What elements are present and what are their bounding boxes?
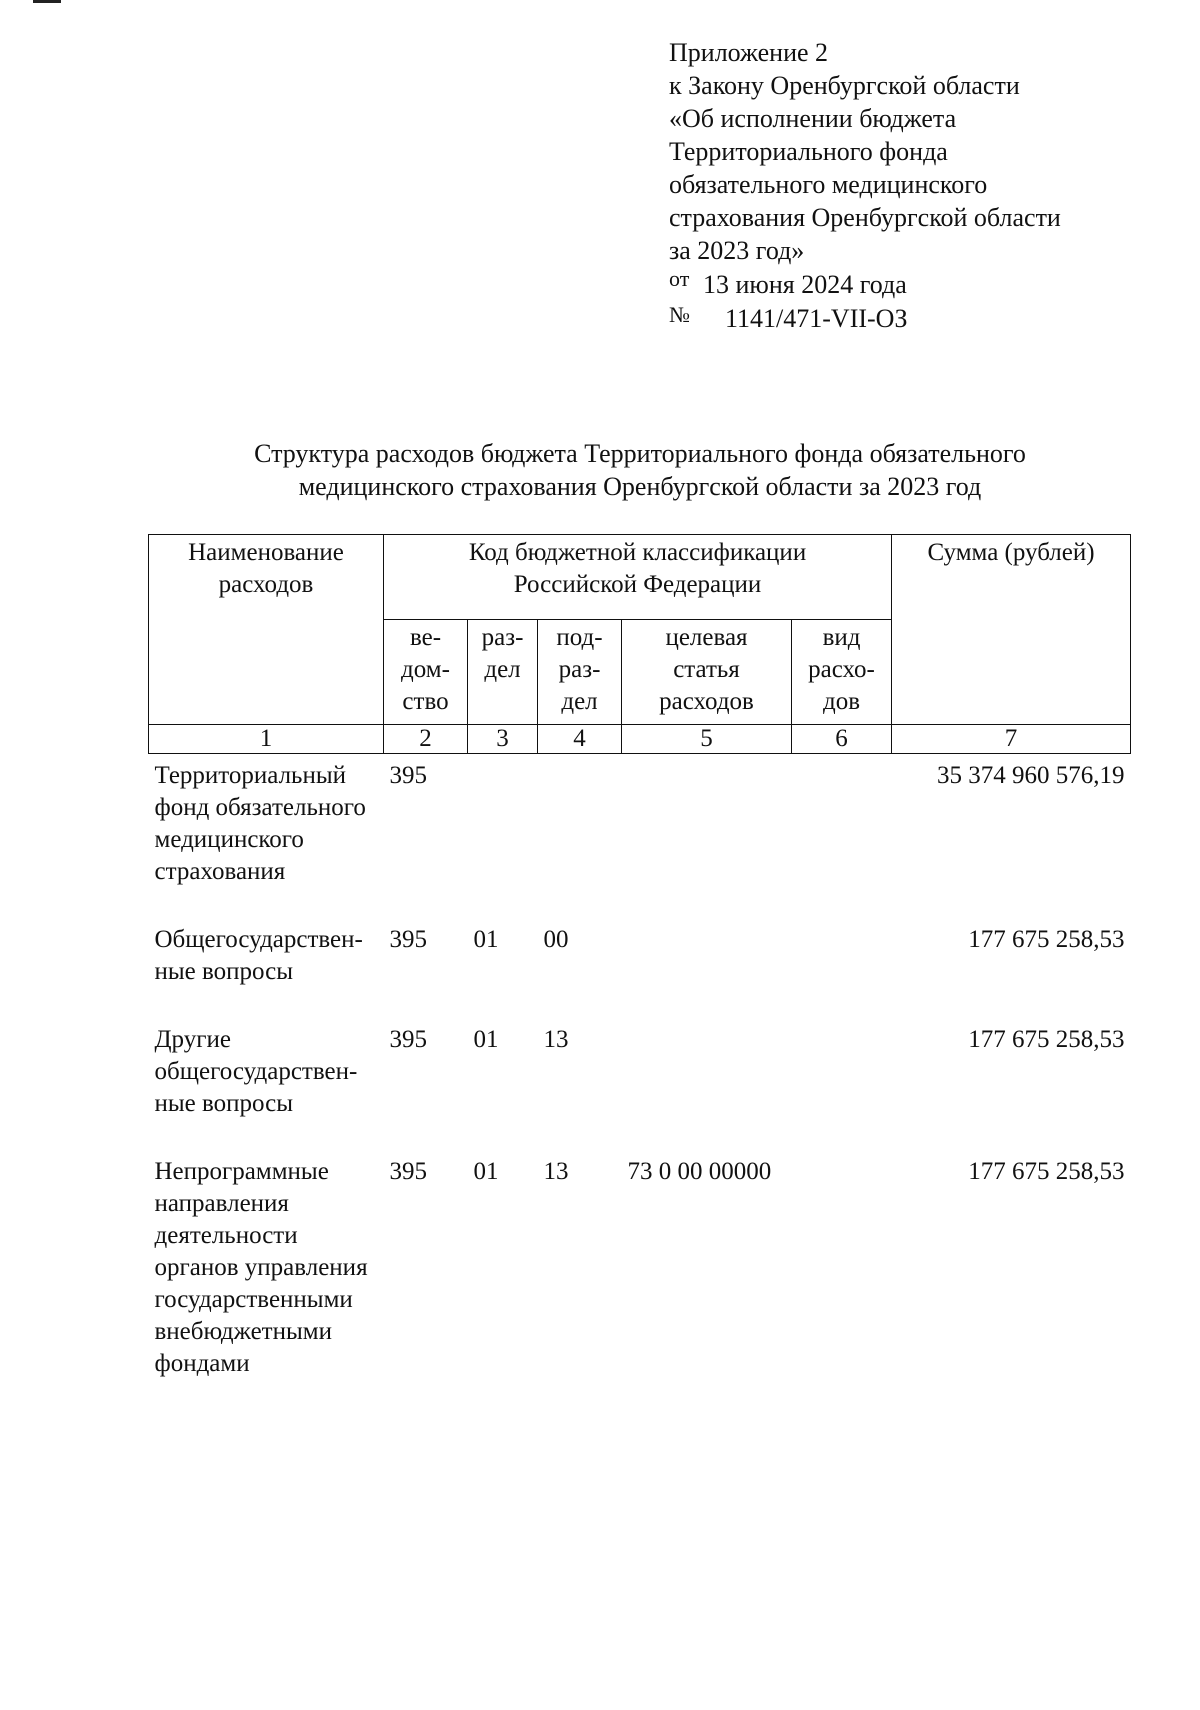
appendix-line: Приложение 2	[669, 38, 829, 67]
row-name: Другие общегосударствен- ные вопросы	[154, 1026, 358, 1117]
appendix-line: к Закону Оренбургской области	[669, 71, 1020, 100]
row-sum: 35 374 960 576,19	[937, 762, 1125, 789]
number-label: №	[669, 302, 690, 327]
appendix-line: страхования Оренбургской области	[669, 203, 1061, 232]
row-subsection	[538, 754, 622, 919]
law-date: 13 июня 2024 года	[703, 270, 907, 299]
column-number: 2	[384, 725, 468, 754]
appendix-header	[669, 36, 1169, 267]
appendix-line: Территориального фонда	[669, 137, 948, 166]
row-subsection: 13	[543, 1158, 569, 1185]
document-title	[150, 437, 1130, 503]
table-row	[149, 754, 1131, 919]
law-number-row	[669, 302, 907, 336]
row-type	[792, 918, 892, 1018]
appendix-line: «Об исполнении бюджета	[669, 104, 957, 133]
header-target: целевая статья расходов	[622, 620, 792, 725]
header-section: раз- дел	[468, 620, 538, 725]
header-subsection: под- раз- дел	[538, 620, 622, 725]
table-body	[149, 754, 1131, 1411]
header-name: Наименование расходов	[149, 535, 384, 725]
row-name: Общегосударствен- ные вопросы	[154, 926, 363, 985]
law-number: 1141/471-VII-ОЗ	[725, 304, 908, 333]
header-code-group: Код бюджетной классификации Российской Федерации	[384, 535, 892, 620]
header-type: вид расхо- дов	[792, 620, 892, 725]
law-date-row	[669, 268, 907, 302]
column-number: 1	[149, 725, 384, 754]
appendix-line: обязательного медицинского	[669, 170, 988, 199]
table-header	[149, 535, 1131, 754]
column-number-row	[149, 725, 1131, 754]
row-target	[622, 754, 792, 919]
row-section	[468, 754, 538, 919]
row-subsection: 13	[543, 1026, 569, 1053]
scan-corner-mark	[33, 0, 61, 3]
table-row	[149, 918, 1131, 1018]
column-number: 6	[792, 725, 892, 754]
row-target	[622, 1018, 792, 1150]
title-line-1: Структура расходов бюджета Территориального фонда обязательного	[254, 439, 1026, 468]
row-section: 01	[473, 1158, 499, 1185]
row-dept: 395	[389, 1158, 427, 1185]
column-number: 4	[538, 725, 622, 754]
date-label: от	[669, 266, 690, 291]
row-name: Непрограммные направления деятельности органов управления государственными внебюджетными фондами	[154, 1158, 368, 1377]
title-line-2: медицинского страхования Оренбургской области за 2023 год	[298, 472, 982, 501]
row-section: 01	[473, 1026, 499, 1053]
row-target	[622, 918, 792, 1018]
row-dept: 395	[389, 1026, 427, 1053]
table-row	[149, 1018, 1131, 1150]
row-dept: 395	[389, 762, 427, 789]
row-subsection: 00	[543, 926, 569, 953]
row-name: Территориальный фонд обязательного медицинского страхования	[154, 762, 366, 885]
law-date-number	[669, 268, 907, 336]
column-number: 5	[622, 725, 792, 754]
row-type	[792, 1150, 892, 1410]
column-number: 7	[892, 725, 1131, 754]
appendix-line: за 2023 год»	[669, 236, 805, 265]
header-sum: Сумма (рублей)	[892, 535, 1131, 725]
expense-structure-table	[148, 534, 1131, 1410]
row-dept: 395	[389, 926, 427, 953]
row-sum: 177 675 258,53	[968, 1026, 1125, 1053]
column-number: 3	[468, 725, 538, 754]
header-dept: ве- дом- ство	[384, 620, 468, 725]
row-type	[792, 1018, 892, 1150]
row-type	[792, 754, 892, 919]
row-target: 73 0 00 00000	[627, 1158, 772, 1185]
table-row	[149, 1150, 1131, 1410]
row-sum: 177 675 258,53	[968, 926, 1125, 953]
row-section: 01	[473, 926, 499, 953]
row-sum: 177 675 258,53	[968, 1158, 1125, 1185]
